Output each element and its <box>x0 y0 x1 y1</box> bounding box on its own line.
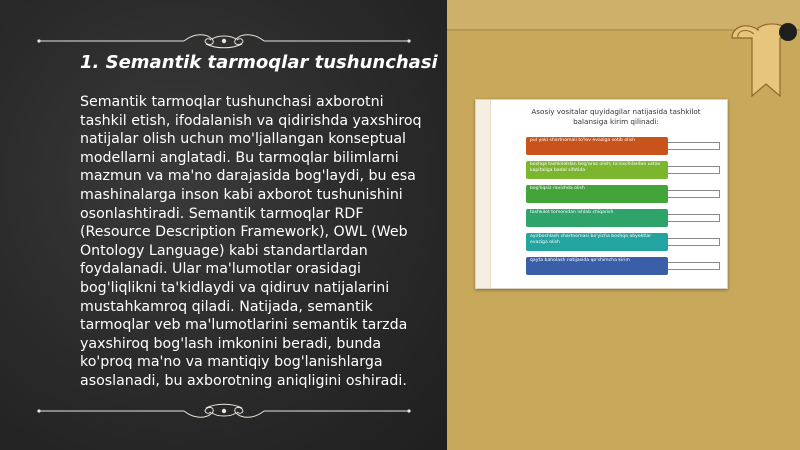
row-bar: qayta baholash natijasida qo'shimcha kirim <box>526 257 668 275</box>
row-bar: tashkilot tomonidan ishlab chiqarish <box>526 209 668 227</box>
row-bar: pul yoki shartnomali to'lov evaziga sotib olish <box>526 137 668 155</box>
card-row <box>526 209 720 227</box>
slide-body-text: Semantik tarmoqlar tushunchasi axborotni tashkil etish, ifodalanish va qidirishda yaxshiroq natijalar olish uchun mo'ljallangan konseptual modellarni anglatadi. Bu tarmoqlar bilimlarni mazmun va ma'no darajasida bog'laydi, bu esa mashinalarga inson kabi axborot tushunishini osonlashtiradi. Semantik tarmoqlar RDF (Resource Description Framework), OWL (Web Ontology Language) kabi standartlardan foydalanadi. Ular ma'lumotlar orasidagi bog'liqlikni ta'kidlaydi va qidiruv natijalarini mustahkamroq qiladi. Natijada, semantik tarmoqlar veb ma'lumotlarini semantik tarzda yaxshiroq bog'lash imkonini beradi, bunda ko'proq ma'no va mantiqiy bog'lanishlarga asoslanadi, bu axborotning aniqligini oshiradi. <box>80 94 422 389</box>
bookmark-ribbon-icon <box>718 20 800 102</box>
card-row <box>526 161 720 179</box>
slide-title: 1. Semantik tarmoqlar tushunchasi <box>80 52 438 73</box>
card-side-strip <box>476 100 491 288</box>
bottom-flourish-divider-icon <box>36 400 412 422</box>
card-row <box>526 257 720 275</box>
card-row <box>526 137 720 155</box>
row-bar: boshqa tashkilotdan beg'araz olish; ta'sischilardan ustav kapitaliga badal sifatida <box>526 161 668 179</box>
card-row <box>526 233 720 251</box>
row-bar: ayirboshlash shartnomasi bo'yicha boshqa obyektlar evaziga olish <box>526 233 668 251</box>
card-title: Asosiy vositalar quyidagilar natijasida tashkilot balansiga kirim qilinadi: <box>531 107 701 126</box>
card-row <box>526 185 720 203</box>
row-bar: bog'liqsiz ravishda olish <box>526 185 668 203</box>
top-flourish-divider-icon <box>36 30 412 52</box>
diagram-card <box>475 99 728 289</box>
